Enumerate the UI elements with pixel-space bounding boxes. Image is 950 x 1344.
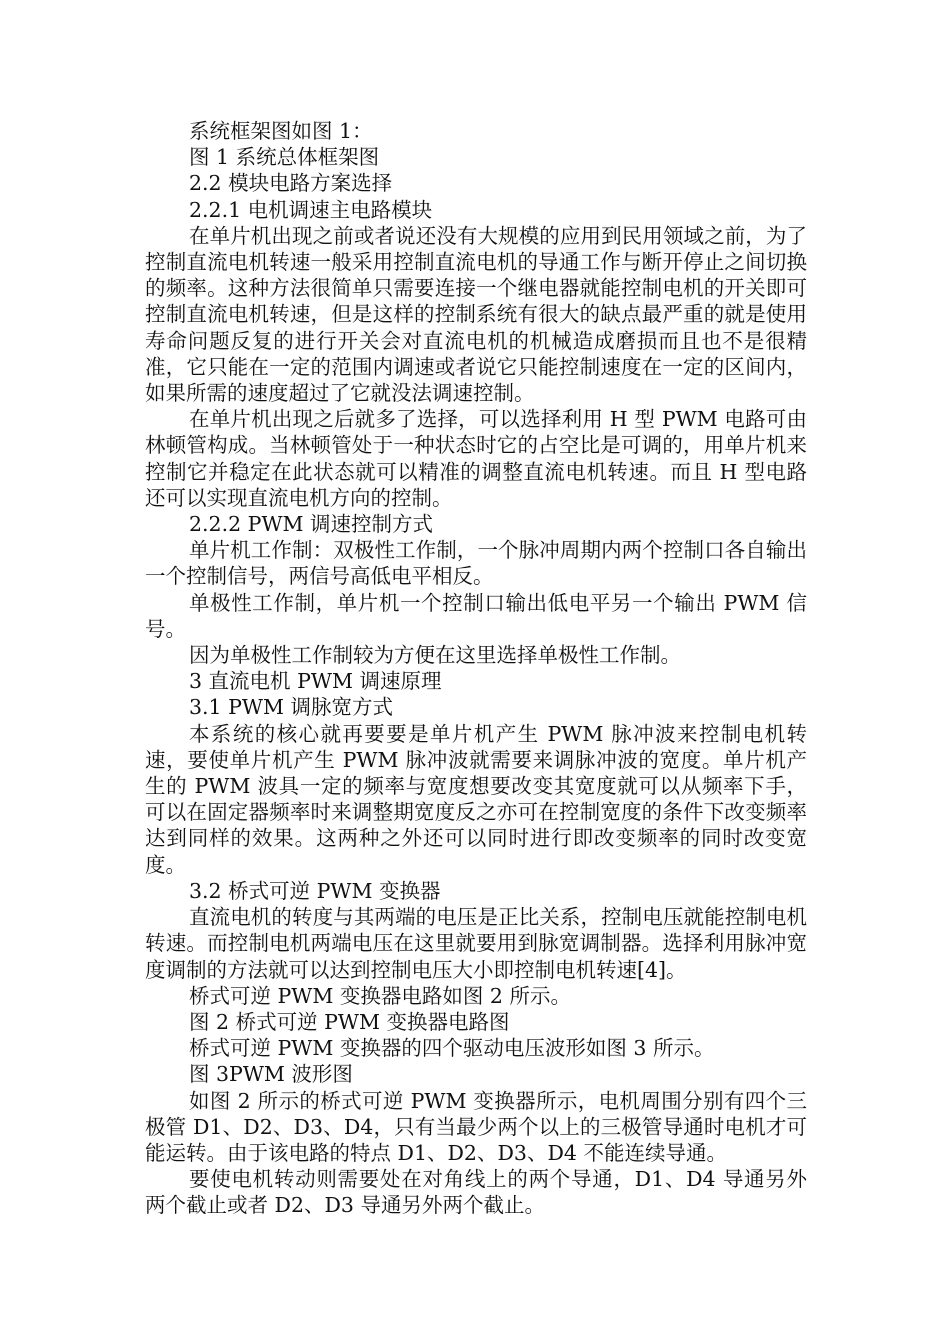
body-paragraph: 桥式可逆 PWM 变换器的四个驱动电压波形如图 3 所示。: [189, 1036, 715, 1061]
body-paragraph: 本系统的核心就再要要是单片机产生 PWM 脉冲波来控制电机转速，要使单片机产生 PWM 脉冲波就需要来调脉冲波的宽度。单片机产生的 PWM 波具一定的频率与宽度想要改变其宽度就可以从频率下手，可以在固定器频率时来调整期宽度反之亦可在控制宽度的条件下改变频率达到同样的效果。这两种之外还可以同时进行即改变频率的同时改变宽度。: [145, 721, 807, 877]
figure-caption: 图 3PWM 波形图: [189, 1062, 353, 1087]
subsection-heading: 3.2 桥式可逆 PWM 变换器: [189, 878, 441, 903]
body-paragraph: 要使电机转动则需要处在对角线上的两个导通，D1、D4 导通另外两个截止或者 D2、D3 导通另外两个截止。: [145, 1167, 807, 1218]
body-paragraph: 如图 2 所示的桥式可逆 PWM 变换器所示，电机周围分别有四个三极管 D1、D2、D3、D4，只有当最少两个以上的三极管导通时电机才可能运转。由于该电路的特点 D1、D2、D3、D4 不能连续导通。: [145, 1088, 807, 1165]
document-body: [145, 118, 807, 1219]
figure-caption: 图 2 桥式可逆 PWM 变换器电路图: [189, 1009, 510, 1034]
body-paragraph: 单片机工作制：双极性工作制，一个脉冲周期内两个控制口各自输出一个控制信号，两信号高低电平相反。: [145, 538, 807, 589]
subsection-heading: 2.2.2 PWM 调速控制方式: [189, 512, 434, 537]
section-heading: 3 直流电机 PWM 调速原理: [189, 669, 442, 694]
body-paragraph: 直流电机的转度与其两端的电压是正比关系，控制电压就能控制电机转速。而控制电机两端电压在这里就要用到脉宽调制器。选择利用脉冲宽度调制的方法就可以达到控制电压大小即控制电机转速[4]。: [145, 905, 807, 982]
text-line: 系统框架图如图 1：: [189, 119, 373, 143]
body-paragraph: 桥式可逆 PWM 变换器电路如图 2 所示。: [189, 983, 571, 1008]
subsection-heading: 3.1 PWM 调脉宽方式: [189, 695, 393, 720]
body-paragraph: 在单片机出现之前或者说还没有大规模的应用到民用领域之前，为了控制直流电机转速一般采用控制直流电机的导通工作与断开停止之间切换的频率。这种方法很简单只需要连接一个继电器就能控制电机的开关即可控制直流电机转速，但是这样的控制系统有很大的缺点最严重的就是使用寿命问题反复的进行开关会对直流电机的机械造成磨损而且也不是很精准，它只能在一定的范围内调速或者说它只能控制速度在一定的区间内，如果所需的速度超过了它就没法调速控制。: [145, 223, 807, 406]
subsection-heading: 2.2.1 电机调速主电路模块: [189, 197, 433, 222]
figure-caption: 图 1 系统总体框架图: [189, 145, 380, 170]
body-paragraph: 因为单极性工作制较为方便在这里选择单极性工作制。: [189, 643, 681, 668]
section-heading: 2.2 模块电路方案选择: [189, 171, 393, 196]
body-paragraph: 单极性工作制，单片机一个控制口输出低电平另一个输出 PWM 信号。: [145, 590, 807, 641]
body-paragraph: 在单片机出现之后就多了选择，可以选择利用 H 型 PWM 电路可由林顿管构成。当林顿管处于一种状态时它的占空比是可调的，用单片机来控制它并稳定在此状态就可以精准的调整直流电机转速。而且 H 型电路还可以实现直流电机方向的控制。: [145, 407, 807, 510]
